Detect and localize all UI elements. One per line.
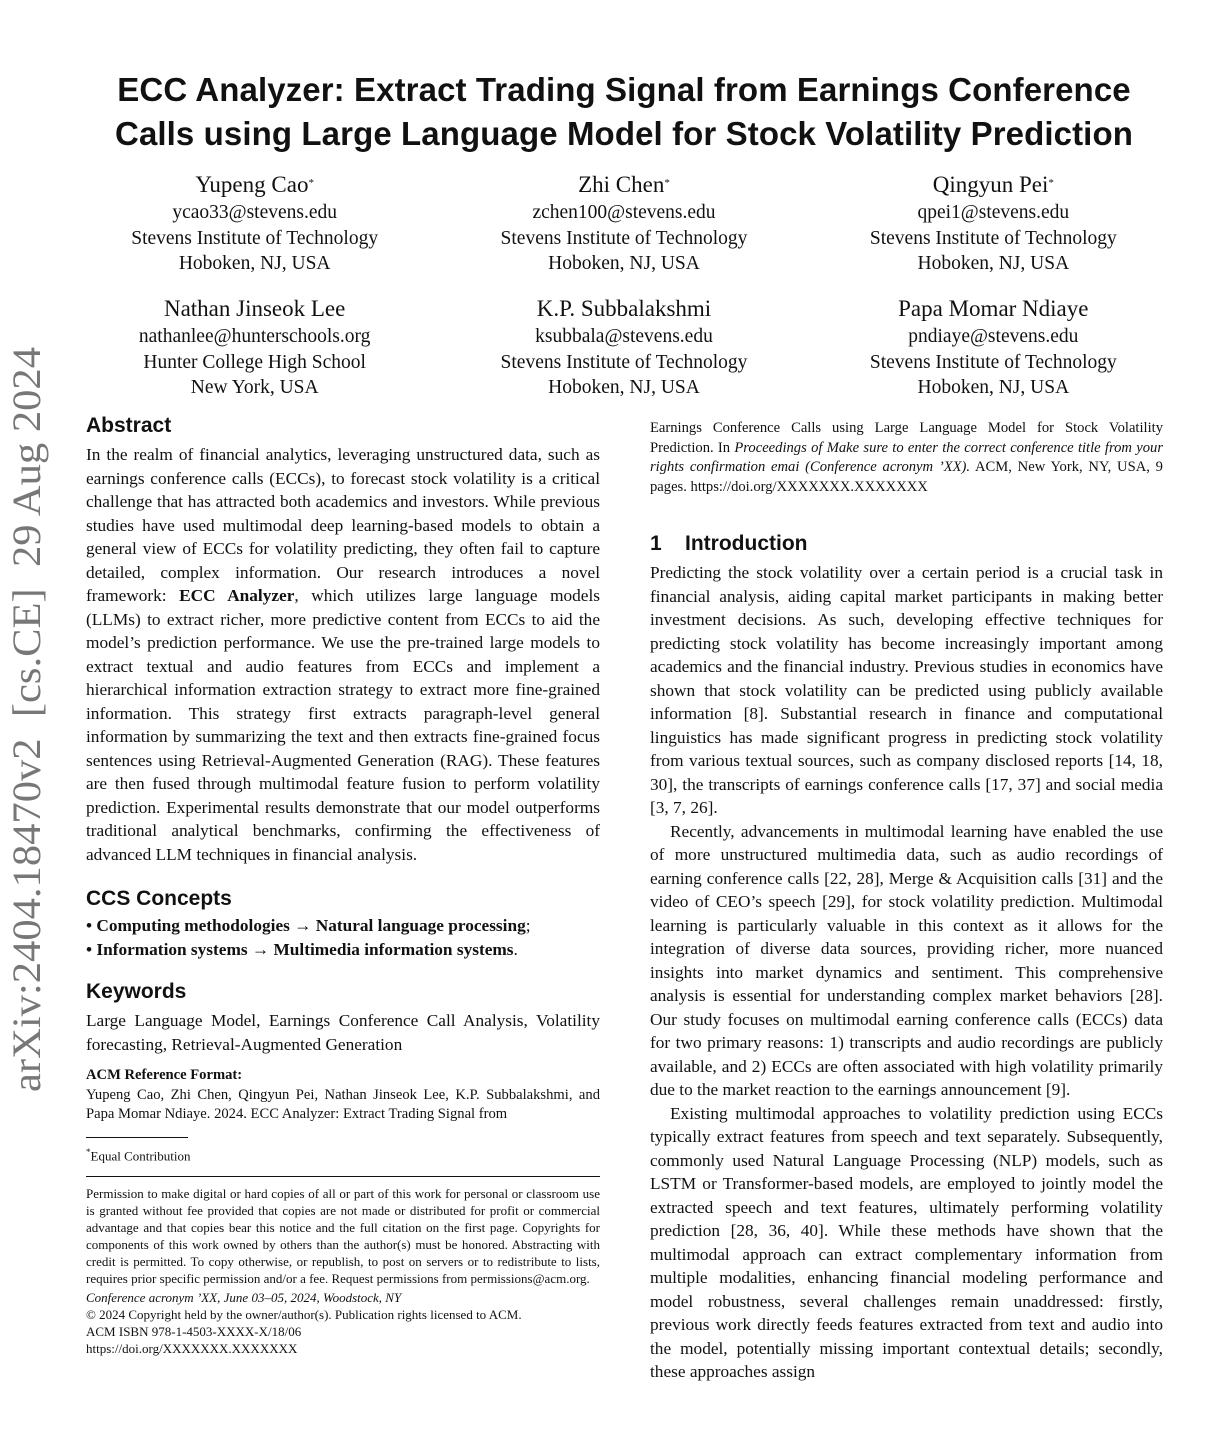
author-block [70, 170, 439, 277]
author-block [809, 294, 1178, 401]
arxiv-stamp-text: arXiv:2404.18470v2 [cs.CE] 29 Aug 2024 [4, 392, 49, 1092]
left-column [86, 411, 600, 1357]
author-name: Qingyun Pei [932, 172, 1049, 197]
author-org: Stevens Institute of Technology [500, 227, 748, 249]
intro-paragraph-3: Existing multimodal approaches to volatility prediction using ECCs typically extract features from speech and text separately. Subsequently, commonly used Natural Language Processing (NLP) models, such as LSTM or Transformer-based models, are employed to jointly model the extracted speech and text features, ultimately performing volatility prediction [28, 36, 40]. While these methods have shown that the multimodal approach can extract complementary information from multiple modalities, enhancing financial modeling performance and model robustness, several challenges remain unaddressed: firstly, previous work directly feeds features extracted from text and audio into the model, potentially missing important contextual details; secondly, these approaches assign [650, 1103, 1163, 1381]
ccs-heading: CCS Concepts [86, 887, 232, 910]
permission-rule [86, 1176, 600, 1177]
author-name: K.P. Subbalakshmi [536, 296, 712, 321]
paper-title [70, 68, 1178, 156]
author-email: qpei1@stevens.edu [917, 202, 1070, 223]
author-location: Hoboken, NJ, USA [178, 253, 331, 274]
keywords-heading: Keywords [86, 980, 187, 1003]
conference-line: Conference acronym ’XX, June 03–05, 2024, Woodstock, NY [86, 1289, 402, 1305]
author-email: ksubbala@stevens.edu [535, 326, 713, 347]
title-line-1: ECC Analyzer: Extract Trading Signal from Earnings Conference [117, 71, 1131, 108]
author-org: Stevens Institute of Technology [500, 351, 748, 373]
ccs-line-1: • Computing methodologies → Natural language processing; [86, 916, 531, 935]
author-email: nathanlee@hunterschools.org [138, 326, 371, 347]
footnote: *Equal Contribution [86, 1146, 191, 1163]
copyright-line: © 2024 Copyright held by the owner/author(s). Publication rights licensed to ACM. [86, 1306, 522, 1322]
author-name: Yupeng Cao [195, 172, 309, 197]
author-block [439, 170, 808, 277]
author-org: Stevens Institute of Technology [869, 351, 1117, 373]
intro-paragraph-1: Predicting the stock volatility over a certain period is a crucial task in financial analysis, aiding capital market participants in making better investment decisions. As such, developing effective techniques for predicting stock volatility has become increasingly important among academics and the financial industry. Previous studies in economics have shown that stock volatility can be predicted using publicly available information [8]. Substantial research in finance and computational linguistics has made significant progress in predicting stock volatility from various textual sources, such as company disclosed reports [14, 18, 30], the transcripts of earnings conference calls [17, 37] and social media [3, 7, 26]. [650, 563, 1163, 817]
author-org: Stevens Institute of Technology [869, 227, 1117, 249]
introduction-heading: 1 Introduction [650, 532, 808, 555]
acm-ref-text: Yupeng Cao, Zhi Chen, Qingyun Pei, Nathan Jinseok Lee, K.P. Subbalakshmi, and Papa Momar Ndiaye. 2024. ECC Analyzer: Extract Trading Signal from [86, 1086, 600, 1122]
author-block [439, 294, 808, 401]
author-email: pndiaye@stevens.edu [908, 326, 1079, 347]
right-column [650, 419, 1163, 1384]
author-row-2 [70, 294, 1178, 401]
title-line-2: Calls using Large Language Model for Stock Volatility Prediction [115, 115, 1133, 152]
footnote-rule [86, 1137, 188, 1138]
author-email: ycao33@stevens.edu [172, 202, 338, 223]
author-block [809, 170, 1178, 277]
permission-text: Permission to make digital or hard copies of all or part of this work for personal or classroom use is granted without fee provided that copies are not made or distributed for profit or commercial advantage and that copies bear this notice and the full citation on the first page. Copyrights for components of this work owned by others than the author(s) must be honored. Abstracting with credit is permitted. To copy otherwise, or republish, to post on servers or to redistribute to lists, requires prior specific permission and/or a fee. Request permissions from permissions@acm.org. [86, 1185, 600, 1286]
author-location: Hoboken, NJ, USA [917, 377, 1070, 398]
author-location: Hoboken, NJ, USA [917, 253, 1070, 274]
author-name: Zhi Chen [578, 172, 665, 197]
doi-link[interactable]: https://doi.org/XXXXXXX.XXXXXXX [86, 1340, 298, 1356]
acm-ref-continued: Earnings Conference Calls using Large Language Model for Stock Volatility Prediction. In Proceedings of Make sure to enter the correct conference title from your rights confirmation emai (Conference acronym ’XX). ACM, New York, NY, USA, 9 pages. https://doi.org/XXXXXXX.XXXXXXX [650, 420, 1163, 495]
author-email: zchen100@stevens.edu [532, 202, 716, 223]
author-name: Nathan Jinseok Lee [163, 296, 346, 321]
author-location: New York, USA [190, 377, 319, 398]
author-location: Hoboken, NJ, USA [548, 253, 700, 274]
intro-paragraph-2: Recently, advancements in multimodal learning have enabled the use of more unstructured multimedia data, such as audio recordings of earning conference calls [22, 28], Merge & Acquisition calls [31] and the video of CEO’s speech [29], for stock volatility prediction. Multimodal learning is particularly valuable in this context as it allows for the integration of diverse data sources, providing richer, more nuanced insights into market dynamics and sentiment. This comprehensive analysis is essential for understanding complex market behaviors [28]. Our study focuses on multimodal earning conference calls (ECCs) data for two primary reasons: 1) transcripts and audio recordings are publicly available, and 2) ECCs are often associated with high volatility primarily due to the market reaction to the earnings announcement [9]. [650, 821, 1163, 1099]
keywords-text: Large Language Model, Earnings Conference Call Analysis, Volatility forecasting, Retrieval-Augmented Generation [86, 1011, 600, 1054]
author-row-1 [70, 170, 1178, 277]
arxiv-stamp [2, 340, 54, 1100]
author-name: Papa Momar Ndiaye [898, 296, 1089, 321]
author-block [70, 294, 439, 401]
author-org: Hunter College High School [143, 351, 366, 373]
equal-contribution-mark: * [1048, 177, 1054, 189]
author-org: Stevens Institute of Technology [131, 227, 379, 249]
abstract-heading: Abstract [86, 414, 172, 437]
abstract-text: In the realm of financial analytics, leveraging unstructured data, such as earnings conference calls (ECCs), to forecast stock volatility is a critical challenge that has attracted both academics and investors. While previous studies have used multimodal deep learning-based models to obtain a general view of ECCs for volatility predicting, they often fail to capture detailed, complex information. Our research introduces a novel framework: ECC Analyzer, which utilizes large language models (LLMs) to extract richer, more predictive content from ECCs to aid the model’s prediction performance. We use the pre-trained large models to extract textual and audio features from ECCs and implement a hierarchical information extraction strategy to extract more fine-grained information. This strategy first extracts paragraph-level general information by summarizing the text and then extracts fine-grained focus sentences using Retrieval-Augmented Generation (RAG). These features are then fused through multimodal feature fusion to perform volatility prediction. Experimental results demonstrate that our model outperforms traditional analytical benchmarks, confirming the effectiveness of advanced LLM techniques in financial analysis. [86, 445, 600, 864]
equal-contribution-mark: * [308, 177, 314, 189]
acm-ref-heading: ACM Reference Format: [86, 1067, 243, 1083]
author-location: Hoboken, NJ, USA [548, 377, 700, 398]
equal-contribution-mark: * [664, 177, 670, 189]
isbn-line: ACM ISBN 978-1-4503-XXXX-X/18/06 [86, 1323, 302, 1339]
ccs-line-2: • Information systems → Multimedia information systems. [86, 939, 518, 959]
